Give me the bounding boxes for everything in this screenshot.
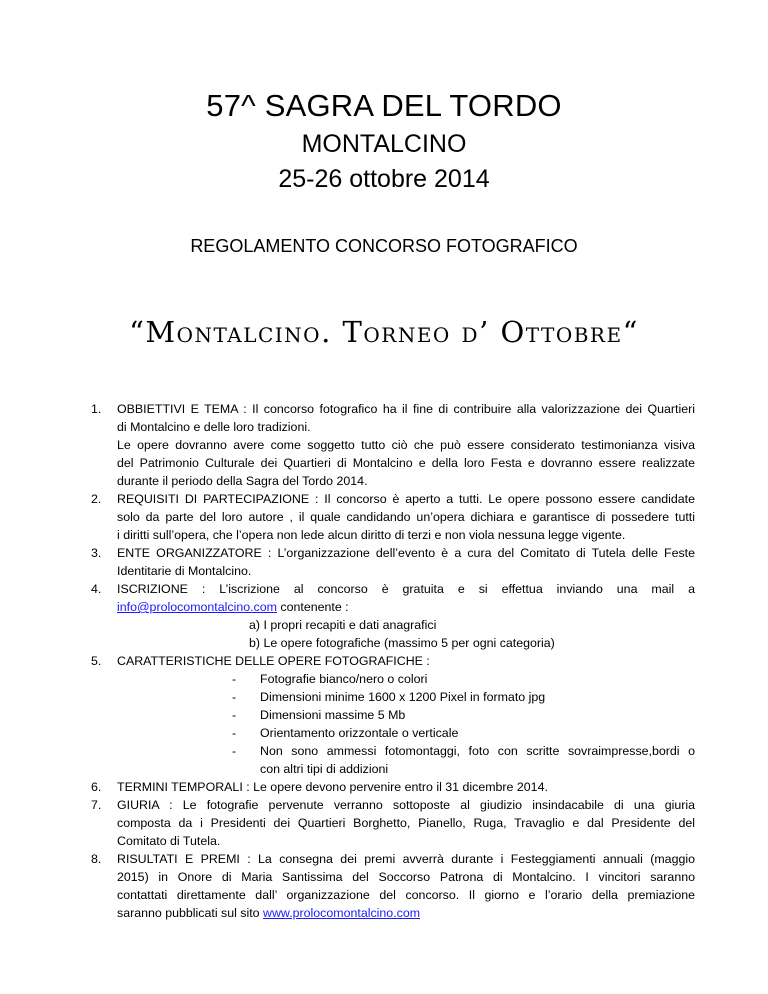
bullet-item-continuation: con altri tipi di addizioni [260,762,389,776]
event-dates: 25-26 ottobre 2014 [278,165,490,193]
contest-name: “Montalcino. Torneo d’ Ottobre“ [129,315,639,349]
bullet-dash: - [232,708,237,722]
rule-text: RISULTATI E PREMI : La consegna dei premi avverrà durante i Festeggiamenti annuali (maggio [117,852,695,866]
rule-number: 6. [91,780,102,794]
rule-text: durante il periodo della Sagra del Tordo 2014. [117,474,368,488]
rule-number: 3. [91,546,102,560]
bullet-item: Orientamento orizzontale o verticale [260,726,459,740]
rule-text-continuation: contenente : [276,600,349,614]
rule-text: di Montalcino e delle loro tradizioni. [117,420,311,434]
rule-text [117,906,420,920]
rule-number: 8. [91,852,102,866]
rule-text: del Patrimonio Culturale dei Quartieri di Montalcino e della loro Festa e dovranno essere realizzate [117,456,695,470]
sub-item-a: a) I propri recapiti e dati anagrafici [249,618,437,632]
rule-text: REQUISITI DI PARTECIPAZIONE : Il concorso è aperto a tutti. Le opere possono essere candidate [117,492,695,506]
rule-text: Comitato di Tutela. [117,834,221,848]
rule-text [117,600,349,614]
rule-text-prefix: saranno pubblicati sul sito [117,906,264,920]
rule-text: ENTE ORGANIZZATORE : L’organizzazione dell’evento è a cura del Comitato di Tutela delle Feste [117,546,695,560]
rule-text: GIURIA : Le fotografie pervenute verranno sottoposte al giudizio insindacabile di una giuria [117,798,695,812]
rule-text: Identitarie di Montalcino. [117,564,252,578]
website-link[interactable]: www.prolocomontalcino.com [263,906,421,920]
rule-number: 4. [91,582,102,596]
rule-text: i diritti sull’opera, che l’opera non lede alcun diritto di terzi e non viola nessuna legge vigente. [117,528,626,542]
bullet-item: Non sono ammessi fotomontaggi, foto con scritte sovraimpresse,bordi o [260,744,695,758]
event-title: 57^ SAGRA DEL TORDO [206,88,562,123]
bullet-item: Dimensioni minime 1600 x 1200 Pixel in formato jpg [260,690,546,704]
rule-number: 5. [91,654,102,668]
bullet-item: Fotografie bianco/nero o colori [260,672,428,686]
event-town: MONTALCINO [301,130,467,158]
bullet-dash: - [232,690,237,704]
rule-text: TERMINI TEMPORALI : Le opere devono pervenire entro il 31 dicembre 2014. [117,780,548,794]
rule-text: OBBIETTIVI E TEMA : Il concorso fotografico ha il fine di contribuire alla valorizzazione dei Quartieri [117,402,695,416]
rule-number: 7. [91,798,102,812]
email-link[interactable]: info@prolocomontalcino.com [117,600,277,614]
rule-text: composta da i Presidenti dei Quartieri Borghetto, Pianello, Ruga, Travaglio e dal Presidente del [117,816,695,830]
rule-number: 1. [91,402,102,416]
rule-number: 2. [91,492,102,506]
rule-text: solo da parte del loro autore , il quale candidando un’opera dichiara e garantisce di possedere tutti [117,510,695,524]
rule-text: 2015) in Onore di Maria Santissima del Soccorso Patrona di Montalcino. I vincitori saranno [117,870,695,884]
sub-item-b: b) Le opere fotografiche (massimo 5 per ogni categoria) [249,636,555,650]
rule-text: Le opere dovranno avere come soggetto tutto ciò che può essere considerato testimonianza visiva [117,438,695,452]
rule-text: contattati direttamente dall’ organizzazione del concorso. Il giorno e l’orario della premiazione [117,888,695,902]
bullet-dash: - [232,672,237,686]
rule-text: CARATTERISTICHE DELLE OPERE FOTOGRAFICHE : [117,654,430,668]
bullet-dash: - [232,726,237,740]
regulation-heading: REGOLAMENTO CONCORSO FOTOGRAFICO [190,236,578,256]
rule-text: ISCRIZIONE : L’iscrizione al concorso è gratuita e si effettua inviando una mail a [117,582,695,596]
bullet-item: Dimensioni massime 5 Mb [260,708,406,722]
bullet-dash: - [232,744,237,758]
